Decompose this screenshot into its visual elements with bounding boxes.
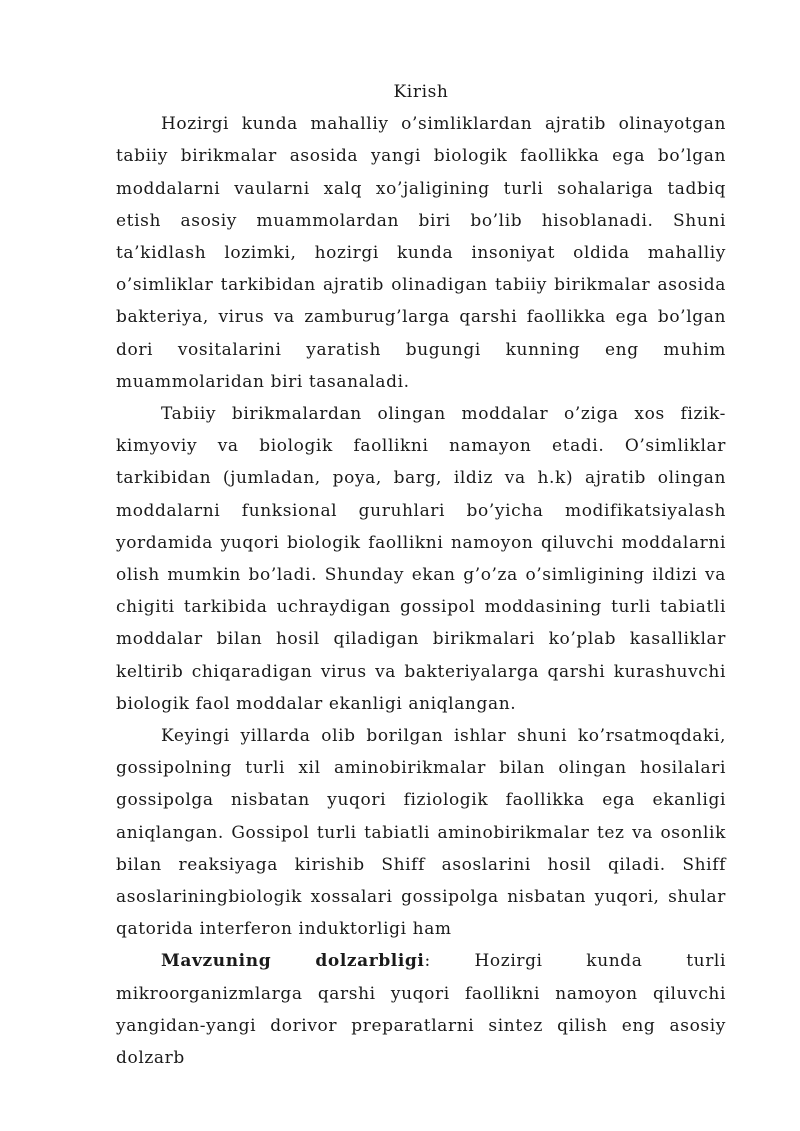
relevance-text: Hozirgi kunda turli mikroorganizmlarga qarshi yuqori faollikni namoyon qiluvchi yangidan-yangi dorivor preparatlarni sintez qilish eng asosiy dolzarb [116,951,727,1069]
relevance-label: Mavzuning dolzarbligi [161,951,425,972]
paragraph-intro: Hozirgi kunda mahalliy o’simliklardan ajratib olinayotgan tabiiy birikmalar asosida yangi biologik faollikka ega bo’lgan moddalarni vaularni xalq xo’jaligining turli sohalariga tadbiq etish asosiy muammolardan biri bo’lib hisoblanadi. Shuni ta’kidlash lozimki, hozirgi kunda insoniyat oldida mahalliy o’simliklar tarkibidan ajratib olinadigan tabiiy birikmalar asosida bakteriya, virus va zamburug’larga qarshi faollikka ega bo’lgan dori vositalarini yaratish bugungi kunning eng muhim muammolaridan biri tasanaladi. [116,114,726,392]
relevance-separator: : [424,951,431,972]
paragraph-natural-compounds: Tabiiy birikmalardan olingan moddalar o’ziga xos fizik-kimyoviy va biologik faollikni namayon etadi. O’simliklar tarkibidan (jumladan, poya, barg, ildiz va h.k) ajratib olingan moddalarni funksional guruhlari bo’yicha modifikatsiyalash yordamida yuqori biologik faollikni namoyon qiluvchi moddalarni olish mumkin bo’ladi. Shunday ekan g’o’za o’simligining ildizi va chigiti tarkibida uchraydigan gossipol moddasining turli tabiatli moddalar bilan hosil qiladigan birikmalari ko’plab kasalliklar keltirib chiqaradigan virus va bakteriyalarga qarshi kurashuvchi biologik faol moddalar ekanligi aniqlangan. [116,404,726,714]
section-title: Kirish [393,82,449,102]
paragraph-relevance [116,945,726,1074]
paragraph-gossypol: Keyingi yillarda olib borilgan ishlar shuni ko’rsatmoqdaki, gossipolning turli xil aminobirikmalar bilan olingan hosilalari gossipolga nisbatan yuqori fiziologik faollikka ega ekanligi aniqlangan. Gossipol turli tabiatli aminobirikmalar tez va osonlik bilan reaksiyaga kirishib Shiff asoslarini hosil qiladi. Shiff asoslariningbiologik xossalari gossipolga nisbatan yuqori, shular qatorida interferon induktorligi ham [116,726,726,940]
document-page [116,76,726,1074]
